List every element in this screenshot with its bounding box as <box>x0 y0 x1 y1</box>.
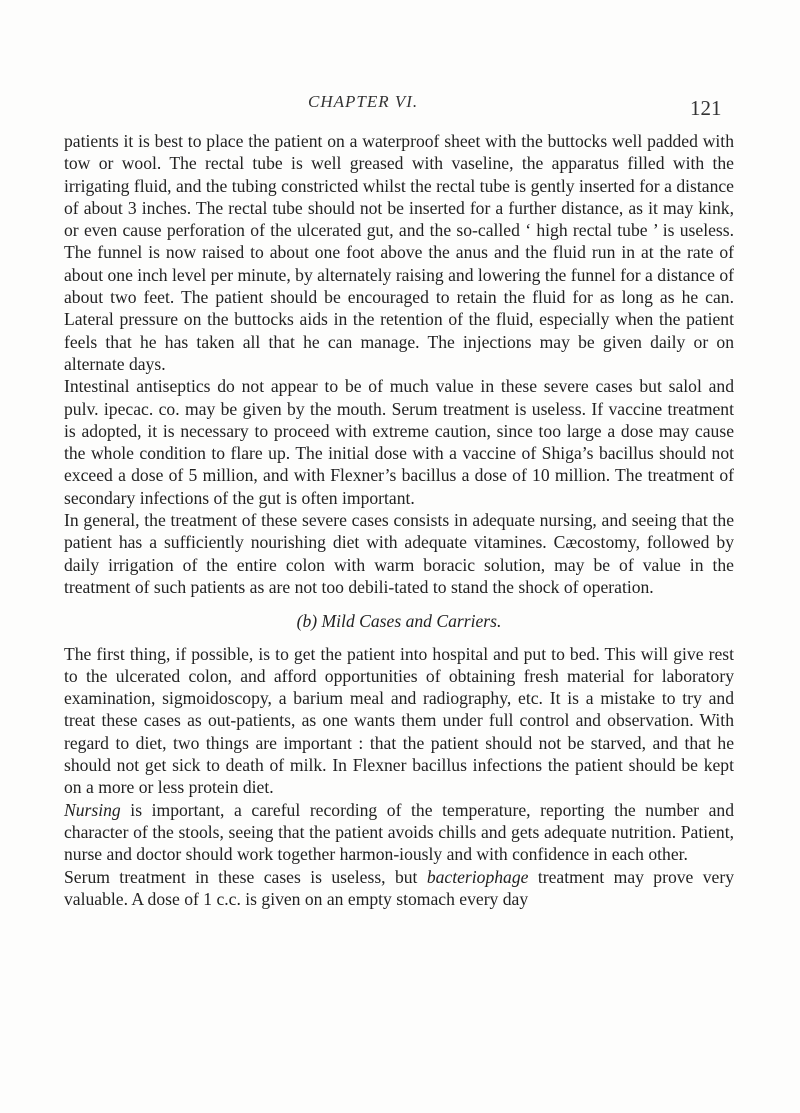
chapter-title: CHAPTER VI. <box>308 92 419 111</box>
running-head <box>0 92 800 120</box>
section-heading-title: Mild Cases and Carriers. <box>321 611 502 632</box>
paragraph-serum <box>64 866 734 911</box>
paragraph-general-treatment: In general, the treatment of these severe cases consists in adequate nursing, and seeing that the patient has a sufficiently nourishing diet with adequate vitamines. Cæcostomy, followed by daily irrigation of the entire colon with warm boracic solution, may be of value in the treatment of such patients as are not too debili-tated to stand the shock of operation. <box>64 510 734 597</box>
body-text <box>64 130 734 910</box>
section-heading-marker: (b) <box>296 611 318 632</box>
paragraph-irrigation: patients it is best to place the patient on a waterproof sheet with the buttocks well padded with tow or wool. The rectal tube is well greased with vaseline, the apparatus filled with the irrigating fluid, and the tubing constricted whilst the rectal tube is gently inserted for a distance of about 3 inches. The rectal tube should not be inserted for a further distance, as it may kink, or even cause perforation of the ulcerated gut, and the so-called ‘ high rectal tube ’ is useless. The funnel is now raised to about one foot above the anus and the fluid run in at the rate of about one inch level per minute, by alternately raising and lowering the funnel for a distance of about two feet. The patient should be encouraged to retain the fluid for as long as he can. Lateral pressure on the buttocks aids in the retention of the fluid, especially when the patient feels that he has taken all that he can manage. The injections may be given daily or on alternate days. <box>64 131 734 374</box>
paragraph-antiseptics: Intestinal antiseptics do not appear to be of much value in these severe cases but salol and pulv. ipecac. co. may be given by the mouth. Serum treatment is useless. If vaccine treatment is adopted, it is necessary to proceed with extreme caution, since too large a dose may cause the whole condition to flare up. The initial dose with a vaccine of Shiga’s bacillus should not exceed a dose of 5 million, and with Flexner’s bacillus a dose of 10 million. The treatment of secondary infections of the gut is often important. <box>64 376 734 508</box>
paragraph-mild-cases: The first thing, if possible, is to get the patient into hospital and put to bed. This will give rest to the ulcerated colon, and afford opportunities of obtaining fresh material for laboratory examination, sigmoidoscopy, a barium meal and radiography, etc. It is a mistake to try and treat these cases as out-patients, as one wants them under full control and observation. With regard to diet, two things are important : that the patient should not be starved, and that he should not get sick to death of milk. In Flexner bacillus infections the patient should be kept on a more or less protein diet. <box>64 643 734 798</box>
page-number: 121 <box>690 96 722 120</box>
nursing-lead: Nursing <box>64 799 121 820</box>
paragraph-nursing <box>64 799 734 866</box>
serum-text-end: treatment may prove very valuable. A dose of 1 c.c. is given on an empty stomach every day <box>64 866 735 909</box>
serum-text-start: Serum treatment in these cases is useless, but <box>64 866 427 887</box>
bacteriophage-term: bacteriophage <box>426 866 529 887</box>
section-heading <box>64 610 734 632</box>
nursing-text: is important, a careful recording of the temperature, reporting the number and character of the stools, seeing that the patient avoids chills and gets adequate nutrition. Patient, nurse and doctor should work together harmon-iously and with confidence in each other. <box>64 799 734 865</box>
